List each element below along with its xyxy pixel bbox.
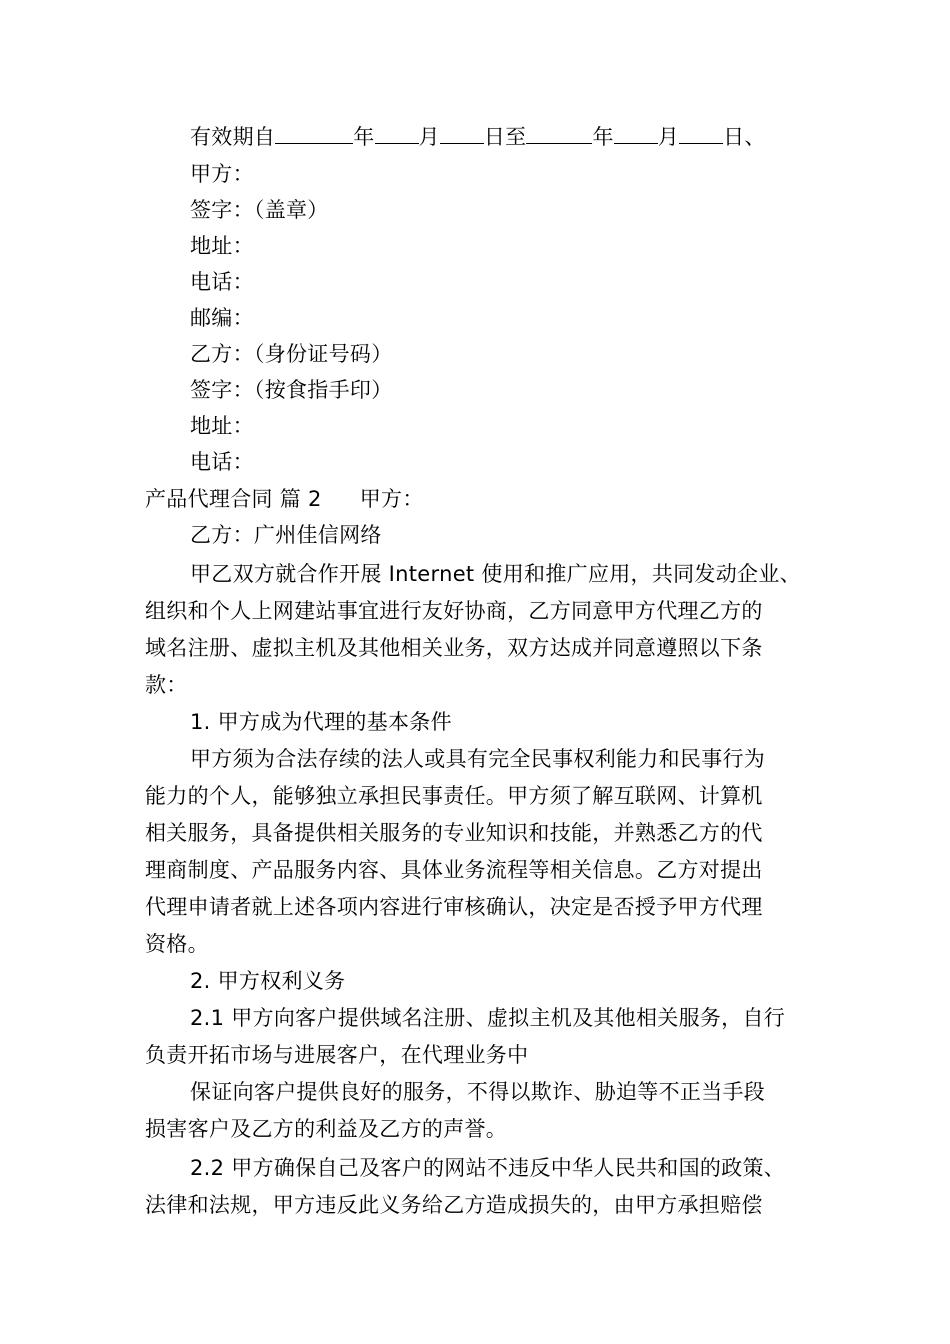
section1-title: 1. 甲方成为代理的基本条件: [190, 710, 452, 734]
validity-line: [190, 119, 815, 155]
party-a-signature: 签字：（盖章）: [190, 198, 329, 222]
validity-day-to-label: 日至: [483, 125, 527, 149]
section1-line-3: 相关服务，具备提供相关服务的专业知识和技能，并熟悉乙方的代: [145, 821, 763, 845]
party-a-address: 地址：: [190, 234, 254, 258]
section1-line-6: 资格。: [145, 932, 209, 956]
validity-year-label: 年: [353, 125, 375, 149]
validity-month-label: 月: [418, 125, 440, 149]
validity-prefix: 有效期自: [190, 125, 276, 149]
contract2-heading-line: [145, 481, 815, 517]
blank-year-end: [526, 121, 592, 144]
party-a-label: 甲方：: [190, 162, 254, 186]
blank-month-end: [614, 121, 658, 144]
blank-month-start: [375, 121, 419, 144]
blank-day-start: [440, 121, 484, 144]
party-b-phone: 电话：: [190, 450, 254, 474]
clause22-line-1: 2.2 甲方确保自己及客户的网站不违反中华人民共和国的政策、: [190, 1156, 786, 1180]
blank-year-start: [275, 121, 353, 144]
clause21-cont-line-2: 损害客户及乙方的利益及乙方的声誉。: [145, 1117, 508, 1141]
validity-day2-label: 日、: [723, 125, 766, 149]
clause22-line-2: 法律和法规，甲方违反此义务给乙方造成损失的，由甲方承担赔偿: [145, 1193, 763, 1217]
intro-line-1: 甲乙双方就合作开展 Internet 使用和推广应用，共同发动企业、: [190, 562, 801, 586]
clause21-line-1: 2.1 甲方向客户提供域名注册、虚拟主机及其他相关服务，自行: [190, 1006, 786, 1030]
section1-line-1: 甲方须为合法存续的法人或具有完全民事权利能力和民事行为: [190, 747, 766, 771]
clause21-cont-line-1: 保证向客户提供良好的服务，不得以欺诈、胁迫等不正当手段: [190, 1080, 766, 1104]
section1-line-2: 能力的个人，能够独立承担民事责任。甲方须了解互联网、计算机: [145, 784, 763, 808]
contract2-party-b: 乙方：广州佳信网络: [190, 523, 382, 547]
party-b-signature: 签字：（按食指手印）: [190, 378, 393, 402]
intro-line-2: 组织和个人上网建站事宜进行友好协商，乙方同意甲方代理乙方的: [145, 599, 763, 623]
validity-month2-label: 月: [657, 125, 680, 149]
intro-line-3: 域名注册、虚拟主机及其他相关业务，双方达成并同意遵照以下条: [145, 636, 763, 660]
section1-line-5: 代理申请者就上述各项内容进行审核确认，决定是否授予甲方代理: [145, 895, 763, 919]
party-b-label: 乙方：（身份证号码）: [190, 342, 393, 366]
section2-title: 2. 甲方权利义务: [190, 969, 346, 993]
contract2-party-a: 甲方：: [359, 487, 424, 511]
intro-line-4: 款：: [145, 673, 188, 697]
section1-line-4: 理商制度、产品服务内容、具体业务流程等相关信息。乙方对提出: [145, 858, 763, 882]
party-a-phone: 电话：: [190, 270, 254, 294]
blank-day-end: [679, 121, 723, 144]
party-b-address: 地址：: [190, 414, 254, 438]
validity-year2-label: 年: [592, 125, 614, 149]
contract2-heading: 产品代理合同 篇 2: [145, 487, 322, 511]
clause21-line-2: 负责开拓市场与进展客户，在代理业务中: [145, 1043, 529, 1067]
party-a-postcode: 邮编：: [190, 306, 254, 330]
